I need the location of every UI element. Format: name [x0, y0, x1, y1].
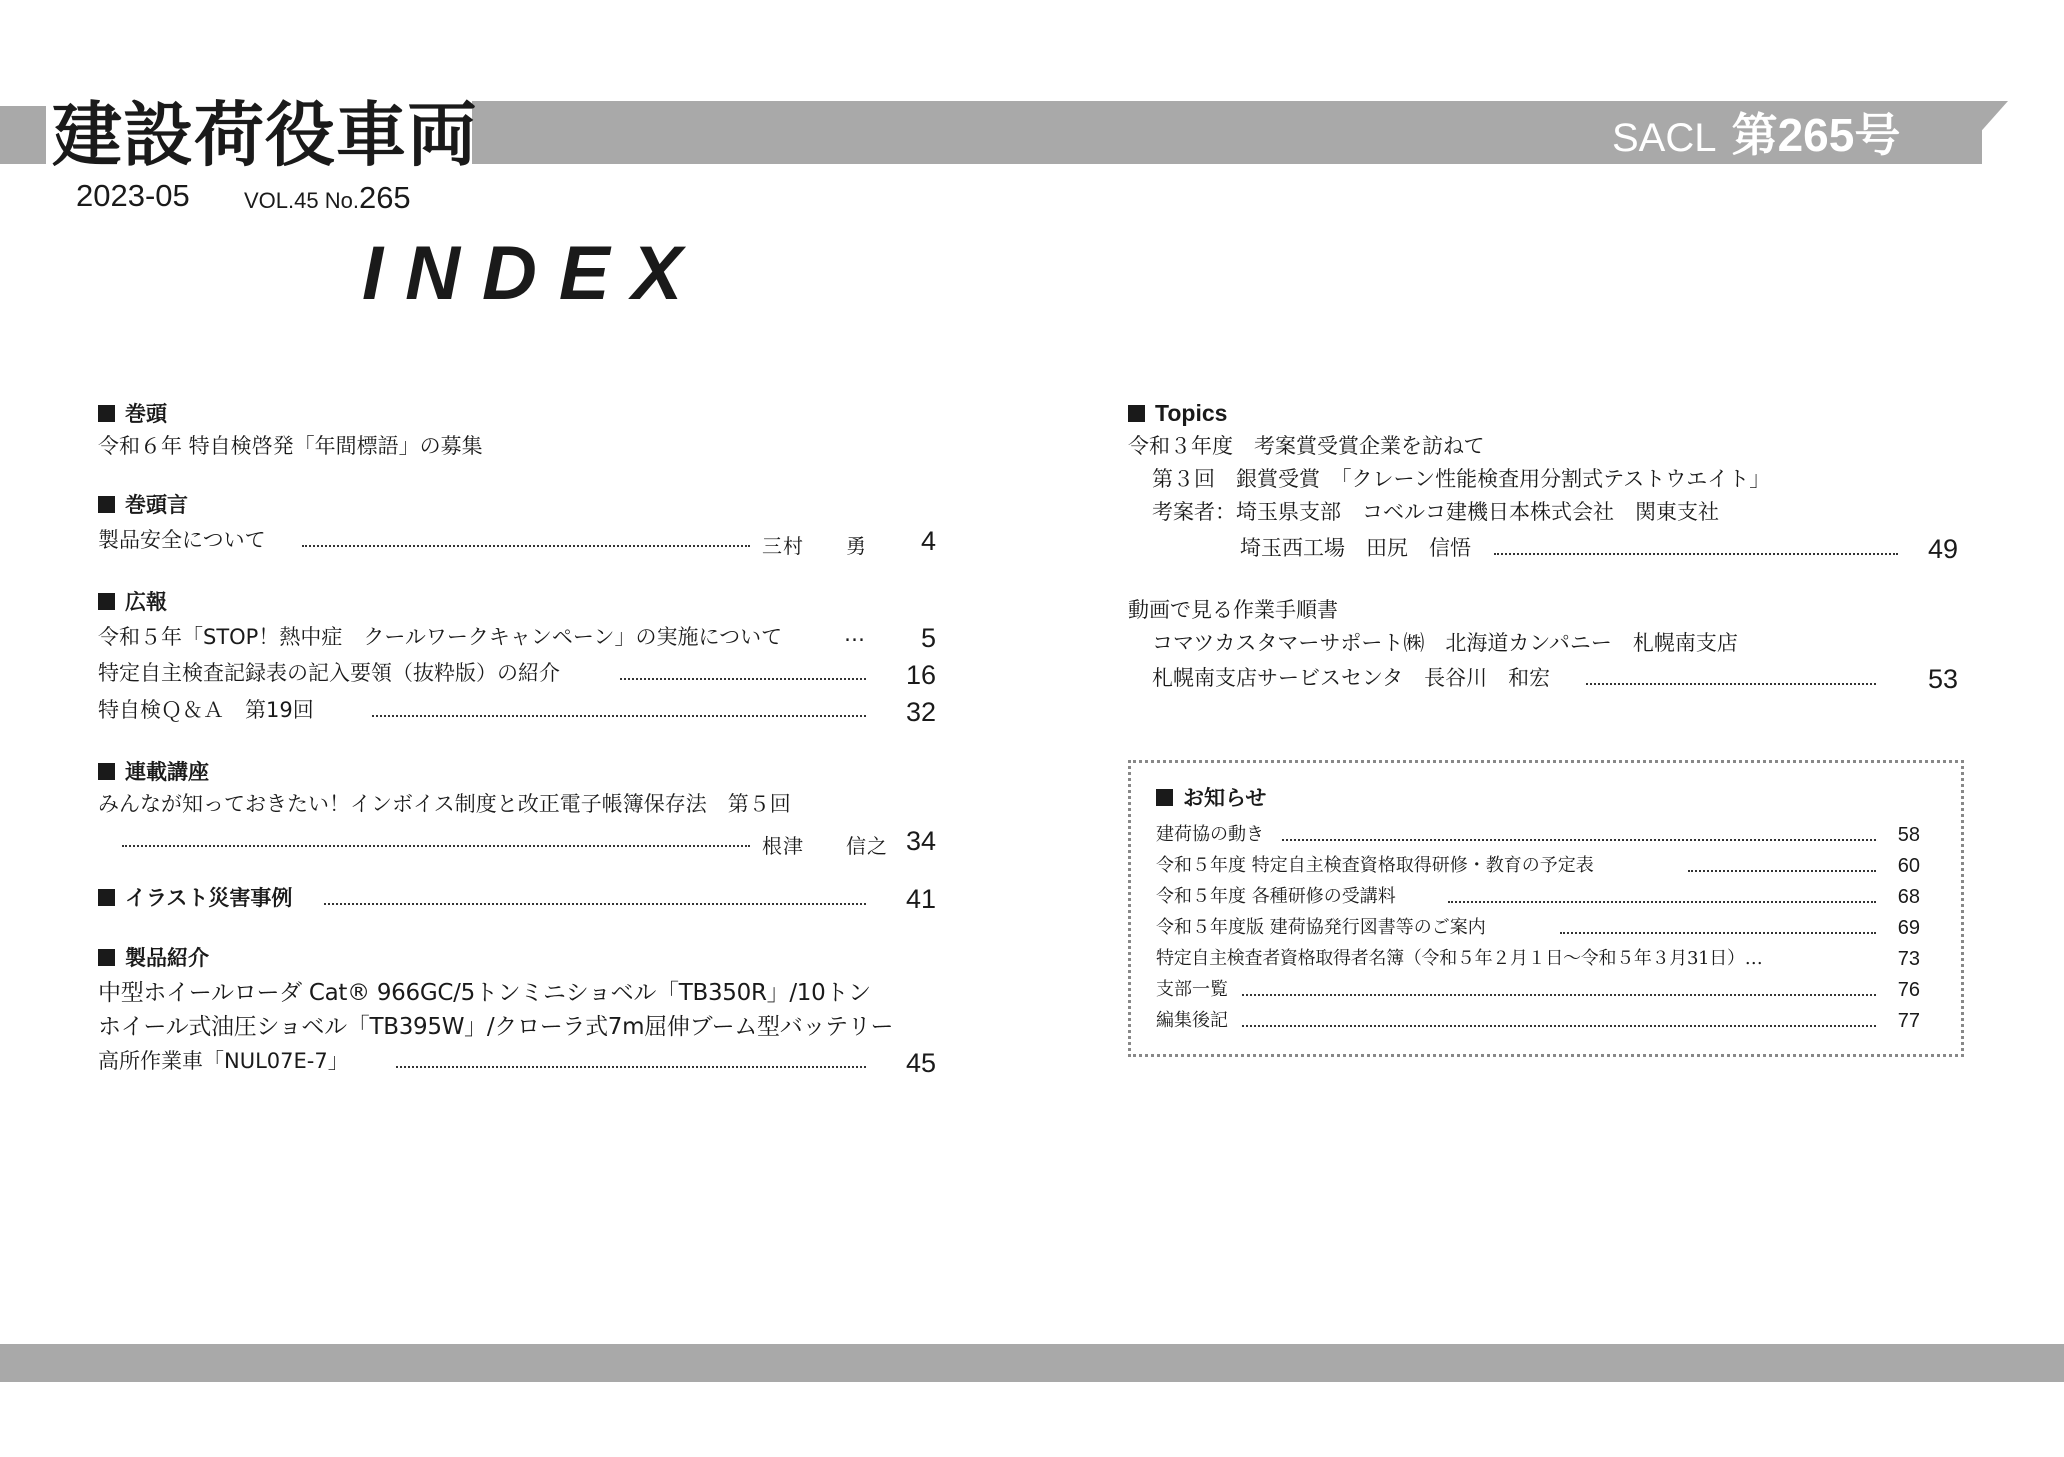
- page-number: 32: [905, 697, 936, 727]
- page-number: 69: [1897, 917, 1920, 939]
- square-icon: [98, 889, 115, 906]
- square-icon: [98, 949, 115, 966]
- square-icon: [98, 496, 115, 513]
- leader-dots: [324, 903, 866, 905]
- sacl-label: SACL: [1612, 116, 1717, 160]
- leader-dots: [1282, 839, 1876, 841]
- footer-band: [0, 1344, 2064, 1382]
- leader-dots: [620, 678, 866, 680]
- page-number: 16: [905, 660, 936, 690]
- kantougen-item: 製品安全について: [98, 528, 266, 552]
- leader-dots: [1688, 870, 1876, 872]
- page-number: 45: [905, 1048, 936, 1078]
- page-number: 34: [905, 826, 936, 856]
- kouhou-item-3: 特自検Ｑ＆Ａ 第19回: [98, 698, 314, 722]
- kouhou-item-2: 特定自主検査記録表の記入要領（抜粋版）の紹介: [98, 661, 560, 685]
- topics-line-2: 第３回 銀賞受賞 「クレーン性能検査用分割式テストウエイト」: [1152, 467, 1771, 491]
- page-number: 5: [920, 623, 936, 653]
- square-icon: [1156, 789, 1173, 806]
- square-icon: [1128, 405, 1145, 422]
- issue-number: 第265号: [1731, 109, 1901, 161]
- seihin-line-2: ホイール式油圧ショベル「TB395W」/クローラ式7m屈伸ブーム型バッテリー: [98, 1014, 894, 1040]
- page-number: 58: [1897, 824, 1920, 846]
- section-heading-topics: Topics: [1128, 402, 1227, 425]
- page-number: 76: [1897, 979, 1920, 1001]
- header-band-tail: [1940, 101, 2010, 164]
- topics-line-4: 埼玉西工場 田尻 信悟: [1240, 536, 1471, 560]
- notice-item-7: 編集後記: [1156, 1010, 1228, 1031]
- volume-number: 265: [358, 180, 411, 215]
- seihin-line-3: 高所作業車「NUL07E-7」: [98, 1049, 349, 1073]
- leader-dots-short: …: [844, 622, 865, 646]
- section-heading-illust: イラスト災害事例: [98, 888, 292, 909]
- issue-date: 2023-05: [76, 178, 190, 213]
- section-heading-kantou: 巻頭: [98, 404, 167, 425]
- page-number: 73: [1897, 948, 1920, 970]
- square-icon: [98, 405, 115, 422]
- notice-item-1: 建荷協の動き: [1156, 824, 1264, 845]
- page-number: 53: [1927, 664, 1958, 694]
- volume-prefix: VOL.45 No.: [244, 188, 359, 213]
- notice-item-5: 特定自主検査者資格取得者名簿（令和５年２月１日～令和５年３月31日）…: [1156, 948, 1763, 969]
- rensai-author: 根津 信之: [762, 834, 888, 858]
- rensai-item: みんなが知っておきたい！インボイス制度と改正電子帳簿保存法 第５回: [98, 792, 791, 816]
- topics-line-1: 令和３年度 考案賞受賞企業を訪ねて: [1128, 434, 1485, 458]
- section-heading-notice: お知らせ: [1156, 788, 1266, 809]
- page-number: 41: [905, 884, 936, 914]
- section-heading-seihin: 製品紹介: [98, 948, 209, 969]
- kantougen-author: 三村 勇: [762, 534, 867, 558]
- leader-dots: [372, 715, 866, 717]
- header-band-left: [0, 106, 46, 164]
- seihin-line-1: 中型ホイールローダ Cat® 966GC/5トンミニショベル「TB350R」/10トン: [98, 980, 871, 1006]
- leader-dots: [1242, 1025, 1876, 1027]
- leader-dots: [1586, 683, 1876, 685]
- douga-line-1: 動画で見る作業手順書: [1128, 598, 1338, 622]
- leader-dots: [396, 1066, 866, 1068]
- volume-label: [244, 182, 411, 213]
- page-number: 4: [920, 526, 936, 556]
- kouhou-item-1: 令和５年「STOP！熱中症 クールワークキャンペーン」の実施について: [98, 625, 783, 649]
- leader-dots: [302, 545, 750, 547]
- notice-item-3: 令和５年度 各種研修の受講料: [1156, 886, 1396, 907]
- leader-dots: [1242, 994, 1876, 996]
- square-icon: [98, 763, 115, 780]
- page-number: 77: [1897, 1010, 1920, 1032]
- issue-label: [1612, 109, 1901, 161]
- douga-line-3: 札幌南支店サービスセンタ 長谷川 和宏: [1152, 666, 1551, 690]
- leader-dots: [1448, 901, 1876, 903]
- section-heading-rensai: 連載講座: [98, 762, 209, 783]
- douga-line-2: コマツカスタマーサポート㈱ 北海道カンパニー 札幌南支店: [1152, 631, 1738, 655]
- magazine-title: 建設荷役車両: [52, 94, 478, 176]
- notice-item-6: 支部一覧: [1156, 979, 1228, 1000]
- section-heading-kantougen: 巻頭言: [98, 495, 188, 516]
- section-heading-kouhou: 広報: [98, 592, 167, 613]
- index-title: INDEX: [362, 231, 705, 316]
- leader-dots: [122, 845, 750, 847]
- topics-line-3: 考案者：埼玉県支部 コベルコ建機日本株式会社 関東支社: [1152, 500, 1719, 524]
- page-number: 49: [1927, 534, 1958, 564]
- page-number: 60: [1897, 855, 1920, 877]
- square-icon: [98, 593, 115, 610]
- page-number: 68: [1897, 886, 1920, 908]
- notice-item-2: 令和５年度 特定自主検査資格取得研修・教育の予定表: [1156, 855, 1594, 876]
- kantou-item: 令和６年 特自検啓発「年間標語」の募集: [98, 434, 483, 458]
- leader-dots: [1560, 932, 1876, 934]
- leader-dots: [1494, 553, 1898, 555]
- notice-item-4: 令和５年度版 建荷協発行図書等のご案内: [1156, 917, 1486, 938]
